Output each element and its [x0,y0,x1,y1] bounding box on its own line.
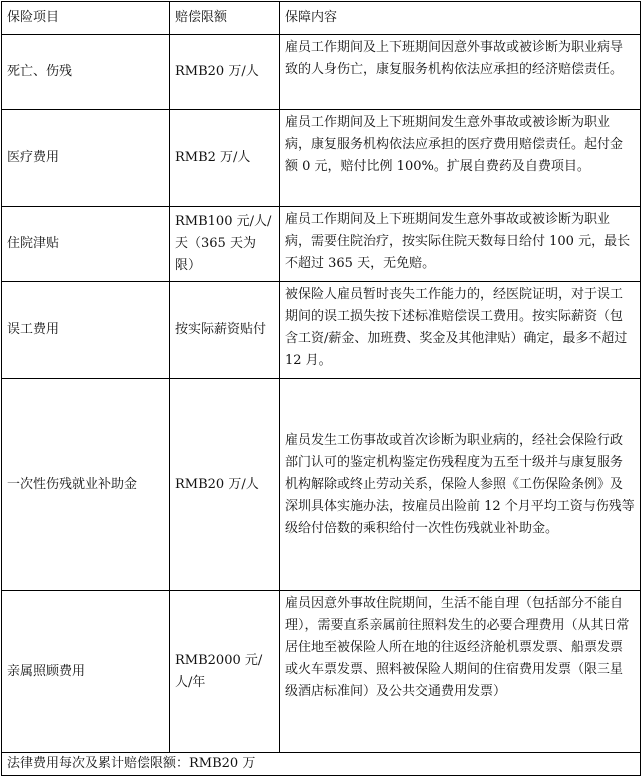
table-row [2,379,641,591]
header-content: 保障内容 [280,2,641,35]
content-cell: 雇员工作期间及上下班期间发生意外事故或被诊断为职业病，康复服务机构依法应承担的医疗费用赔偿责任。起付金额 0 元，赔付比例 100%。扩展自费药及自费项目。 [280,110,641,207]
item-cell: 一次性伤残就业补助金 [2,379,170,591]
limit-cell: RMB20 万/人 [170,379,280,591]
limit-cell: RMB100 元/人/天（365 天为限） [170,207,280,282]
item-cell: 医疗费用 [2,110,170,207]
table-row [2,282,641,379]
table-row [2,591,641,753]
table-footer-row [2,753,641,776]
item-cell: 误工费用 [2,282,170,379]
limit-cell: RMB2000 元/人/年 [170,591,280,753]
insurance-coverage-table [1,1,641,776]
limit-cell: 按实际薪资贴付 [170,282,280,379]
item-cell: 亲属照顾费用 [2,591,170,753]
item-cell: 住院津贴 [2,207,170,282]
limit-cell: RMB2 万/人 [170,110,280,207]
header-limit: 赔偿限额 [170,2,280,35]
table-row [2,35,641,110]
content-cell: 雇员工作期间及上下班期间因意外事故或被诊断为职业病导致的人身伤亡，康复服务机构依法应承担的经济赔偿责任。 [280,35,641,110]
table-row [2,207,641,282]
item-cell: 死亡、伤残 [2,35,170,110]
header-item: 保险项目 [2,2,170,35]
table-header-row [2,2,641,35]
limit-cell: RMB20 万/人 [170,35,280,110]
content-cell: 雇员发生工伤事故或首次诊断为职业病的，经社会保险行政部门认可的鉴定机构鉴定伤残程度为五至十级并与康复服务机构解除或终止劳动关系，保险人参照《工伤保险条例》及深圳具体实施办法，按雇员出险前 12 个月平均工资与伤残等级给付倍数的乘积给付一次性伤残就业补助金。 [280,379,641,591]
content-cell: 被保险人雇员暂时丧失工作能力的，经医院证明，对于误工期间的误工损失按下述标准赔偿误工费用。按实际薪资（包含工资/薪金、加班费、奖金及其他津贴）确定，最多不超过 12 月。 [280,282,641,379]
legal-fee-note: 法律费用每次及累计赔偿限额：RMB20 万 [2,753,641,776]
content-cell: 雇员工作期间及上下班期间发生意外事故或被诊断为职业病，需要住院治疗，按实际住院天数每日给付 100 元，最长不超过 365 天，无免赔。 [280,207,641,282]
table-row [2,110,641,207]
content-cell: 雇员因意外事故住院期间，生活不能自理（包括部分不能自理），需要直系亲属前往照料发生的必要合理费用（从其日常居住地至被保险人所在地的往返经济舱机票发票、船票发票或火车票发票、照料被保险人期间的住宿费用发票（限三星级酒店标准间）及公共交通费用发票） [280,591,641,753]
